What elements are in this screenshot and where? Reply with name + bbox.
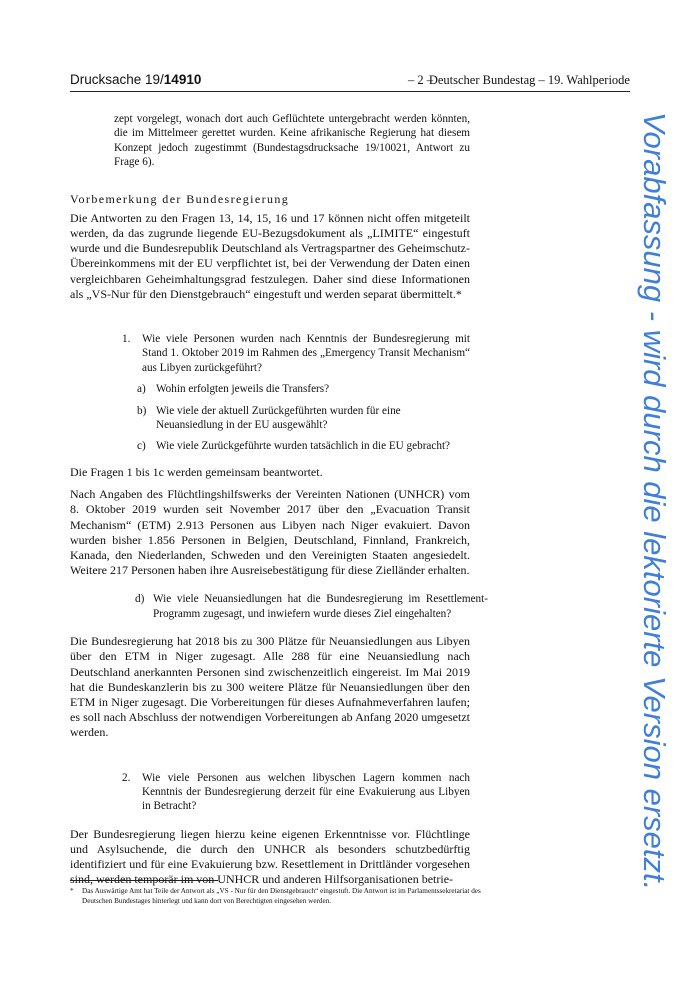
document-number: Drucksache 19/14910 — [70, 72, 202, 87]
question-1b: b) Wie viele der aktuell Zurückgeführten wurden für eine Neuansiedlung in der EU ausgewählt? — [137, 404, 401, 432]
question-text: Wie viele Personen wurden nach Kenntnis der Bundesregierung mit Stand 1. Oktober 2019 im Rahmen des „Emergency Transit Mechanism“ aus Libyen zurückgeführt? — [142, 333, 470, 374]
page-number: – 2 – — [408, 73, 433, 87]
document-body — [70, 112, 488, 888]
question-2 — [122, 771, 470, 814]
page-header — [70, 72, 630, 92]
section-heading: Vorbemerkung der Bundesregierung — [70, 191, 290, 206]
header-divider — [70, 91, 630, 92]
answer-1d: Die Bundesregierung hat 2018 bis zu 300 Plätze für Neuansiedlungen aus Libyen über den ETM in Niger zugesagt. Alle 288 für eine Neuansiedlung nach Deutschland anerkannten Personen sind zwischenzeitlich eingereist. Im Mai 2019 hat die Bundeskanzlerin bis zu 300 weitere Plätze für Neuansiedlungen über den ETM in Niger zugesagt. Die Vorbereitungen für dieses Aufnahmeverfahren laufen; es soll nach Abschluss der notwendigen Vorbereitungen ab Anfang 2020 umgesetzt werden. — [70, 634, 470, 740]
question-1d: d) Wie viele Neuansiedlungen hat die Bundesregierung im Resettlement-Programm zugesagt, und inwiefern wurde dieses Ziel eingehalten? — [135, 593, 488, 620]
footnote — [70, 886, 490, 906]
parliament-label: Deutscher Bundestag – 19. Wahlperiode — [428, 73, 630, 87]
question-number: 2. — [122, 771, 131, 784]
question-1a: a) Wohin erfolgten jeweils die Transfers? — [137, 383, 330, 396]
question-1 — [122, 332, 470, 454]
footnote-divider — [70, 880, 218, 881]
draft-watermark: Vorabfassung - wird durch die lektorierte Version ersetzt. — [637, 112, 672, 891]
question-number: 1. — [122, 333, 131, 346]
answer-2: Der Bundesregierung liegen hierzu keine eigenen Erkenntnisse vor. Flüchtlinge und Asylsuchende, die durch den UNHCR als besonders schutzbedürftig identifiziert und für eine Evakuierung bzw. Resettlement in Drittländer vorgesehen sind, werden temporär im von UNHCR und anderen Hilfsorganisationen betrie- — [70, 826, 470, 887]
question-1c: c) Wie viele Zurückgeführte wurden tatsächlich in die EU gebracht? — [137, 440, 451, 453]
question-text: Wie viele Personen aus welchen libyschen Lagern kommen nach Kenntnis der Bundesregierung derzeit für eine Evakuierung aus Libyen in Betracht? — [142, 771, 470, 813]
preliminary-remark: Die Antworten zu den Fragen 13, 14, 15, 16 und 17 können nicht offen mitgeteilt werden, da das zugrunde liegende EU-Bezugsdokument als „LIMITE“ eingestuft wurde und die Bundesrepublik Deutschland als Vertragspartner des Geheimschutz-Übereinkommens mit der EU verpflichtet ist, bei der Verwendung der Daten einen vergleichbaren Geheimhaltungsgrad festzulegen. Daher sind diese Informationen als „VS-Nur für den Dienstgebrauch“ eingestuft und werden separat übermittelt.* — [70, 210, 470, 301]
footnote-mark: * — [70, 887, 74, 895]
answer-1-intro: Die Fragen 1 bis 1c werden gemeinsam beantwortet. — [70, 464, 323, 479]
intro-continuation: zept vorgelegt, wonach dort auch Geflüchtete untergebracht werden könnten, die im Mittelmeer gerettet wurden. Keine afrikanische Regierung hat diesem Konzept jedoch zugestimmt (Bundestagsdrucksache 19/10021, Antwort zu Frage 6). — [114, 113, 470, 169]
footnote-text: Das Auswärtige Amt hat Teile der Antwort als „VS - Nur für den Dienstgebrauch“ eingestuft. Die Antwort ist im Parlamentssekretariat des Deutschen Bundestages hinterlegt und kann dort von Berechtigten eingesehen werden. — [82, 887, 481, 905]
answer-1: Nach Angaben des Flüchtlingshilfswerks der Vereinten Nationen (UNHCR) vom 8. Oktober 2019 wurden seit November 2017 über den „Evacuation Transit Mechanism“ (ETM) 2.913 Personen aus Libyen nach Niger evakuiert. Davon wurden bisher 1.856 Personen in Belgien, Deutschland, Finnland, Frankreich, Kanada, den Niederlanden, Schweden und den Vereinigten Staaten angesiedelt. Weitere 217 Personen haben ihre Ausreisebestätigung für diese Zielländer erhalten. — [70, 487, 470, 578]
